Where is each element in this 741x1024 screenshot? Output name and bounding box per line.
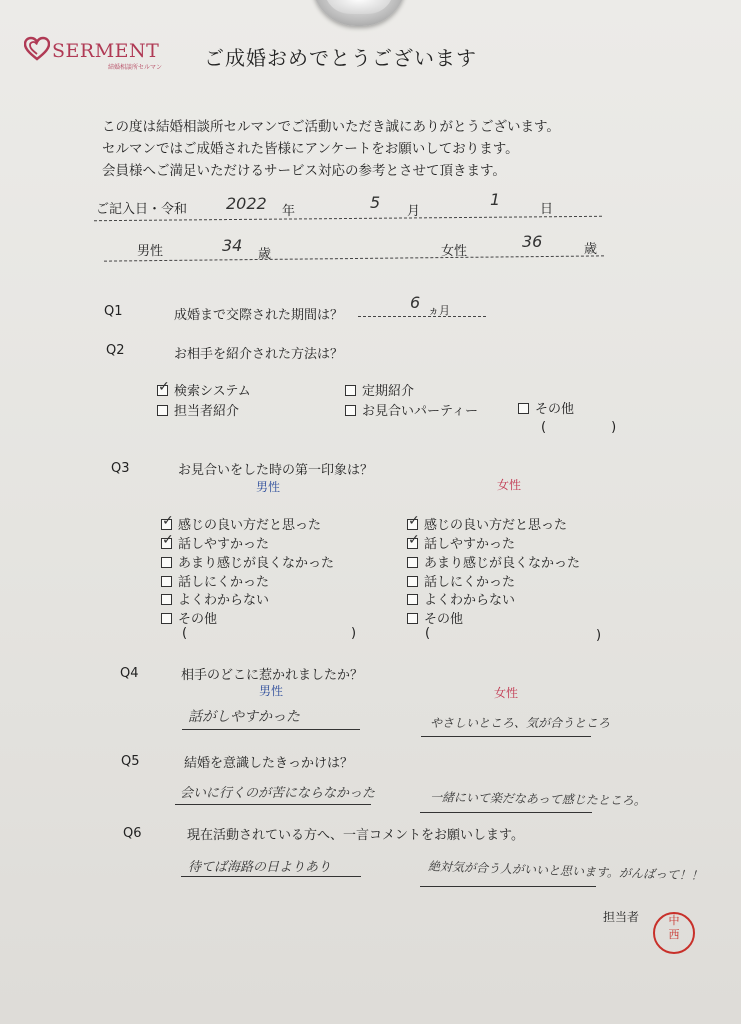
date-month-value[interactable]: 5 — [370, 193, 381, 212]
q3-female-option-label: その他 — [424, 612, 464, 627]
q3-male-option[interactable] — [161, 552, 334, 571]
date-day-unit: 日 — [540, 202, 554, 217]
date-month-unit: 月 — [407, 204, 421, 219]
female-age-value[interactable]: 36 — [522, 232, 543, 251]
q3-female-option-label: 話しにくかった — [424, 575, 516, 590]
q6-male-answer[interactable]: 待てば海路の日よりあり — [188, 860, 332, 875]
checkbox[interactable] — [161, 613, 172, 624]
checkbox[interactable] — [161, 594, 172, 605]
date-year-value[interactable]: 2022 — [226, 194, 267, 213]
q5-male-underline — [175, 804, 371, 805]
checkbox[interactable] — [157, 405, 168, 416]
q5-male-answer[interactable]: 会いに行くのが苦にならなかった — [180, 786, 376, 801]
q3-female-option-label: よくわからない — [424, 593, 516, 608]
q1-answer[interactable]: 6 — [410, 293, 421, 312]
checkbox[interactable] — [407, 594, 418, 605]
q4-female-header: 女性 — [494, 686, 519, 700]
q6-female-answer[interactable]: 絶対気が合う人がいいと思います。がんばって！！ — [427, 859, 704, 883]
check-mark-icon: ✓ — [408, 532, 420, 548]
date-day-value[interactable]: 1 — [490, 190, 501, 209]
q4-number: Q4 — [120, 666, 139, 681]
check-mark-icon: ✓ — [162, 532, 174, 548]
checkbox[interactable] — [157, 379, 170, 396]
serment-logo — [24, 36, 163, 72]
q3-female-option-label: 話しやすかった — [424, 537, 516, 552]
checkbox[interactable] — [407, 513, 420, 530]
male-age-label: 男性 — [137, 244, 164, 259]
q3-female-option-label: あまり感じが良くなかった — [424, 556, 581, 571]
q3-male-option-label: 話しにくかった — [178, 575, 270, 590]
q3-number: Q3 — [111, 461, 130, 476]
q4-female-underline — [421, 736, 591, 737]
q5-question: 結婚を意識したきっかけは？ — [184, 756, 354, 771]
q2-option-search-system[interactable]: ✓ 検索システム — [158, 379, 251, 399]
q3-female-option[interactable] — [407, 589, 515, 608]
q2-option-regular-intro[interactable]: 定期紹介 — [345, 380, 414, 399]
q1-question: 成婚まで交際された期間は？ — [174, 308, 344, 323]
checkbox[interactable] — [518, 403, 529, 414]
check-mark-icon: ✓ — [162, 513, 174, 529]
q4-male-answer[interactable]: 話がしやすかった — [188, 709, 300, 725]
q2-number: Q2 — [106, 343, 125, 358]
age-underline — [104, 255, 604, 261]
intro-line-1: この度は結婚相談所セルマンでご活動いただき誠にありがとうございます。 — [102, 119, 560, 135]
q2-question: お相手を紹介された方法は？ — [174, 347, 344, 362]
staff-seal-stamp — [653, 912, 695, 954]
logo-name: SERMENT — [52, 40, 160, 62]
female-age-unit: 歳 — [584, 242, 598, 257]
q6-question: 現在活動されている方へ、一言コメントをお願いします。 — [187, 828, 524, 843]
q3-female-other-paren-close: ) — [596, 628, 602, 643]
q3-female-option[interactable] — [407, 608, 463, 627]
q3-female-option[interactable] — [407, 514, 567, 533]
q4-question: 相手のどこに惹かれましたか？ — [181, 668, 364, 683]
q3-female-option-label: 感じの良い方だと思った — [424, 518, 568, 533]
checkbox[interactable] — [407, 532, 420, 549]
q3-question: お見合いをした時の第一印象は？ — [178, 463, 374, 478]
q2-option-party[interactable]: お見合いパーティー — [345, 400, 478, 419]
q3-male-option[interactable] — [161, 608, 217, 627]
q5-female-underline — [420, 812, 592, 813]
q3-male-option[interactable] — [161, 571, 269, 590]
staff-label: 担当者 — [603, 910, 640, 924]
binder-clip — [312, 0, 406, 26]
checkbox[interactable] — [407, 557, 418, 568]
q5-number: Q5 — [121, 754, 140, 769]
q1-unit: ヵ月 — [428, 304, 450, 317]
q3-male-option-label: その他 — [178, 612, 218, 627]
checkbox[interactable] — [161, 532, 174, 549]
logo-subtitle: 結婚相談所セルマン — [108, 64, 163, 71]
q6-female-underline — [420, 886, 596, 887]
q3-male-other-paren-close: ) — [351, 626, 357, 641]
checkbox[interactable] — [161, 576, 172, 587]
q3-male-option-label: 感じの良い方だと思った — [178, 518, 322, 533]
q3-male-header: 男性 — [256, 480, 281, 494]
page-title: ご成婚おめでとうございます — [204, 46, 477, 70]
q4-male-underline — [182, 729, 360, 730]
male-age-value[interactable]: 34 — [222, 236, 243, 255]
q3-female-header: 女性 — [497, 478, 522, 492]
check-mark-icon: ✓ — [408, 513, 420, 529]
q4-male-header: 男性 — [259, 684, 284, 698]
q3-male-option-label: 話しやすかった — [178, 537, 270, 552]
date-year-unit: 年 — [282, 204, 296, 219]
q3-male-option-label: よくわからない — [178, 593, 270, 608]
female-age-label: 女性 — [441, 244, 468, 259]
q3-male-option[interactable] — [161, 589, 269, 608]
intro-line-2: セルマンではご成婚された皆様にアンケートをお願いしております。 — [102, 141, 519, 157]
q3-male-option[interactable] — [161, 533, 269, 552]
q3-female-option[interactable] — [407, 571, 515, 590]
male-age-unit: 歳 — [258, 247, 272, 262]
checkbox[interactable] — [345, 385, 356, 396]
check-mark-icon: ✓ — [158, 379, 170, 395]
q3-male-other-paren-open: ( — [182, 626, 188, 641]
stamp-top-char: 中 — [668, 914, 680, 927]
q3-female-option[interactable] — [407, 552, 580, 571]
checkbox[interactable] — [407, 576, 418, 587]
intro-line-3: 会員様へご満足いただけるサービス対応の参考とさせて頂きます。 — [102, 163, 506, 179]
checkbox[interactable] — [407, 613, 418, 624]
checkbox[interactable] — [161, 557, 172, 568]
q1-underline — [358, 316, 486, 317]
q3-male-option[interactable] — [161, 514, 321, 533]
q6-male-underline — [181, 876, 361, 877]
q4-female-answer[interactable]: やさしいところ、気が合うところ — [430, 716, 611, 730]
heart-logo-icon — [24, 36, 50, 62]
q5-female-answer[interactable]: 一緒にいて楽だなあって感じたところ。 — [429, 790, 646, 808]
stamp-bottom-char: 西 — [668, 928, 680, 941]
q1-number: Q1 — [104, 304, 123, 319]
q2-option-other[interactable]: その他 — [518, 398, 574, 417]
date-label: ご記入日・令和 — [96, 202, 188, 217]
q6-number: Q6 — [123, 826, 142, 841]
q3-female-option[interactable] — [407, 533, 515, 552]
checkbox[interactable] — [161, 513, 174, 530]
q2-option-staff-intro[interactable]: 担当者紹介 — [157, 400, 239, 419]
checkbox[interactable] — [345, 405, 356, 416]
q3-female-other-paren-open: ( — [425, 626, 431, 641]
q2-other-paren[interactable]: ( ) — [541, 420, 617, 435]
q3-male-option-label: あまり感じが良くなかった — [178, 556, 335, 571]
